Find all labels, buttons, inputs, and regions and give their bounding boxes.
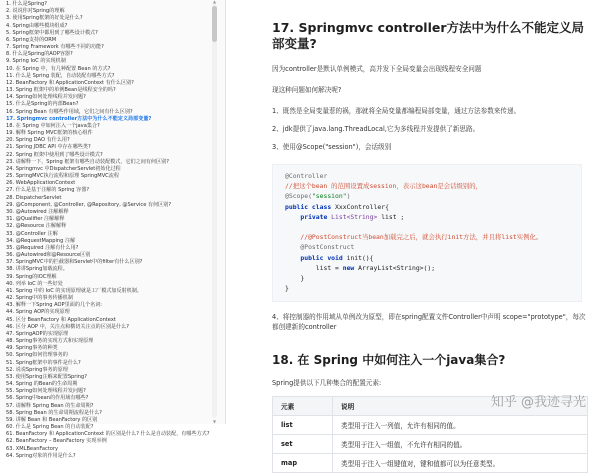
toc-item[interactable]: 27. 什么是基于注解的 Spring 容器?: [6, 187, 90, 194]
article-content: [226, 0, 600, 469]
toc-list: [0, 0, 225, 460]
toc-item[interactable]: 14. Spring如何处理线程并发问题?: [6, 94, 86, 101]
section-title-q17: 17. Springmvc controller方法中为什么不能定义局部变量?: [272, 20, 585, 51]
toc-item[interactable]: 31. @Qualifier 注解解释: [6, 216, 65, 223]
table-header-cell: 说明: [333, 397, 588, 416]
toc-item[interactable]: 35. @Required 注解有什么用?: [6, 244, 79, 251]
code-line: [285, 222, 571, 232]
toc-item[interactable]: 37. SpringMVC中的拦截器和Servlet中的filter有什么区别?: [6, 259, 143, 266]
toc-item[interactable]: 16. Spring Bean 有哪些作用域，它们之间有什么区别?: [6, 108, 133, 115]
toc-item[interactable]: 38. 讲讲Spring加载流程。: [6, 266, 68, 273]
toc-item[interactable]: 25. SpringMVC执行流程和原理 SpringMVC流程: [6, 173, 119, 180]
code-line: }: [300, 273, 305, 282]
toc-item[interactable]: 58. Spring Bean 的生命周期流程是什么?: [6, 409, 103, 416]
table-cell: 类型用于注入一组键值对，键和值都可以为任意类型。: [333, 454, 588, 473]
toc-item[interactable]: 44. Spring AOP的实现原理: [6, 309, 70, 316]
toc-item[interactable]: 17. Springmvc controller方法中为什么不能定义局部变量?: [6, 115, 152, 122]
toc-item[interactable]: 43. 解释一下Spring AOP里面的几个名词:: [6, 302, 103, 309]
toc-item[interactable]: 26. WebApplicationContext: [6, 180, 76, 187]
toc-item[interactable]: 22. Spring 框架中使用到了哪些设计模式?: [6, 151, 103, 158]
toc-item[interactable]: 52. 说说Spring事务的原理: [6, 366, 68, 373]
toc-item[interactable]: 3. 使用Spring框架的好处是什么?: [6, 15, 83, 22]
toc-item[interactable]: 12. BeanFactory 和 ApplicationContext 有什么区别?: [6, 79, 134, 86]
toc-item[interactable]: 21. Spring JDBC API 中存在哪些类?: [6, 144, 91, 151]
toc-item[interactable]: 45. 区分 BeanFactory 和 ApplicationContext: [6, 316, 116, 323]
toc-item[interactable]: 39. Spring的IOC理解: [6, 273, 57, 280]
paragraph-question: 现这种问题如何解决呢?: [272, 86, 342, 94]
toc-item[interactable]: 30. @Autowired 注解解释: [6, 208, 69, 215]
code-line: }: [285, 284, 289, 293]
toc-sidebar: [0, 0, 226, 459]
table-cell: list: [273, 416, 333, 435]
toc-item[interactable]: 53. 使用Spring注解来配置Spring?: [6, 373, 87, 380]
toc-item[interactable]: 6. Spring支持的ORM: [6, 36, 57, 43]
toc-item[interactable]: 51. Spring框架中的事件是什么?: [6, 359, 81, 366]
toc-item[interactable]: 64. Spring对象的作用是什么?: [6, 452, 76, 459]
code-line: @PostConstruct: [300, 243, 355, 252]
toc-item[interactable]: 4. Spring由哪些模块组成?: [6, 22, 68, 29]
code-block: [272, 164, 582, 302]
table-cell: 类型用于注入一列值，允许有相同的值。: [333, 416, 588, 435]
toc-item[interactable]: 50. Spring如何管理事务的: [6, 352, 68, 359]
table-row: [273, 435, 588, 454]
code-line: public void init(){: [300, 253, 374, 262]
table-cell: map: [273, 454, 333, 473]
toc-item[interactable]: 33. @Controller 注解: [6, 230, 58, 237]
toc-item[interactable]: 42. Spring中的事务传播机制: [6, 295, 73, 302]
paragraph-collection-intro: Spring提供以下几种集合的配置元素:: [272, 379, 382, 388]
toc-item[interactable]: 59. 讲解 Bean 和 BeanFactory 的区别: [6, 416, 98, 423]
table-header-cell: 元素: [273, 397, 333, 416]
toc-item[interactable]: 56. Spring中bean的作用域有哪些?: [6, 395, 89, 402]
sidebar-scrollbar-thumb[interactable]: [212, 6, 217, 42]
toc-item[interactable]: 47. SpringAOP的实现原理: [6, 330, 69, 337]
toc-item[interactable]: 11. 什么是 Spring 装配，自动装配有哪些方式?: [6, 72, 115, 79]
code-line: //把这个bean 的范围设置成session，表示这bean是会话级别的，: [285, 182, 483, 191]
toc-item[interactable]: 15. 什么是Spring的内部Bean?: [6, 101, 79, 108]
table-row: [273, 454, 588, 473]
toc-item[interactable]: 32. @Resource 注解解释: [6, 223, 67, 230]
toc-item[interactable]: 46. 区分 AOP 中，关注点和横切关注点的区别是什么?: [6, 323, 129, 330]
paragraph-solution-2: 2、jdk提供了java.lang.ThreadLocal,它为多线程并发提供了新思路。: [272, 125, 480, 133]
toc-item[interactable]: 19. 解释 Spring MVC框架的核心组件: [6, 130, 93, 137]
toc-item[interactable]: 34. @RequestMapping 注解: [6, 237, 76, 244]
toc-item[interactable]: 36. @Autowired和@Resource区别: [6, 252, 91, 259]
paragraph-solution-1: 1、既然是全局变量惹的祸，那就将全局变量都编程局部变量，通过方法参数来传递。: [272, 107, 521, 115]
code-line: public class XxxController{: [285, 202, 389, 211]
code-line: @Controller: [285, 172, 328, 180]
toc-item[interactable]: 13. Spring 框架中的单例Bean是线程安全的吗?: [6, 87, 116, 94]
toc-item[interactable]: 57. 请解释 Spring Bean 的生命周期?: [6, 402, 94, 409]
table-cell: set: [273, 435, 333, 454]
toc-item[interactable]: 62. BeanFactory – BeanFactory 实现举例: [6, 438, 107, 445]
paragraph-solution-3: 3、使用@Scope("session")，会话级别: [272, 143, 392, 151]
toc-item[interactable]: 49. Spring事务的种类: [6, 345, 58, 352]
toc-item[interactable]: 24. Springmvc 中DispatcherServlet初始化过程: [6, 165, 121, 172]
toc-item[interactable]: 7. Spring Framework 有哪些不同的功能?: [6, 44, 104, 51]
toc-item[interactable]: 8. 什么是Spring的AOP容器?: [6, 51, 73, 58]
toc-item[interactable]: 10. 在 Spring 中，有几种配置 Bean 的方式?: [6, 65, 111, 72]
toc-item[interactable]: 48. Spring事务的实现方式和实现原理: [6, 338, 94, 345]
toc-item[interactable]: 9. Spring IoC 的实现机制: [6, 58, 66, 65]
scroll-down-arrow-icon[interactable]: ▼: [212, 419, 217, 424]
toc-item[interactable]: 63. XMLBeanFactory: [6, 445, 59, 452]
toc-item[interactable]: 60. 什么是 Spring Bean 的自动装配?: [6, 424, 94, 431]
toc-item[interactable]: 55. Spring如何处理线程并发问题?: [6, 388, 86, 395]
table-row: [273, 416, 588, 435]
toc-item[interactable]: 5. Spring框架中都用到了哪些设计模式?: [6, 29, 98, 36]
toc-item[interactable]: 61. BeanFactory 和 ApplicationContext 的区别是什么? 什么是自动装配，有哪些方式?: [6, 431, 210, 438]
table-cell: 类型用于注入一组值，不允许有相同的值。: [333, 435, 588, 454]
scroll-up-arrow-icon[interactable]: ▲: [212, 0, 217, 4]
toc-item[interactable]: 29. @Component, @Controller, @Repository, @Service 有何区别?: [6, 201, 172, 208]
toc-item[interactable]: 20. Spring DAO 有什么用?: [6, 137, 70, 144]
section-title-q18: 18. 在 Spring 中如何注入一个java集合?: [272, 353, 506, 368]
toc-item[interactable]: 40. 列举 IoC 的一些好处: [6, 280, 63, 287]
paragraph-reason: 因为controller是默认单例模式，高并发下全局变量会出现线程安全问题: [272, 65, 482, 73]
toc-item[interactable]: 1. 什么是Spring?: [6, 1, 47, 7]
toc-item[interactable]: 54. Spring 的Bean的生命周期: [6, 381, 78, 388]
paragraph-solution-4: 4、将控制器的作用域从单例改为原型，即在spring配置文件Controller中声明 scope="prototype"，每次都创建新的controller: [272, 313, 586, 332]
watermark: 知乎 @我迹寻光: [490, 395, 586, 410]
toc-item[interactable]: 23. 请解释一下，Spring 框架有哪些自动装配模式，它们之间有何区别?: [6, 158, 169, 165]
sidebar-scrollbar[interactable]: [212, 4, 217, 418]
toc-item[interactable]: 18. 在 Spring 中如何注入一个java集合?: [6, 122, 100, 129]
toc-item[interactable]: 41. Spring 中的 IoC 的实现原理就是工厂模式加反射机制。: [6, 287, 142, 294]
code-line: @Scope("session"): [285, 192, 351, 201]
toc-item[interactable]: 2. 说说你对Spring的理解: [6, 8, 65, 15]
toc-item[interactable]: 28. DispatcherServlet: [6, 194, 62, 201]
code-line: private List<String> list ;: [300, 212, 405, 221]
code-line: list = new ArrayList<String>();: [315, 263, 436, 272]
code-line: //@PostConstruct当bean加载完之后，就会执行init方法，并且将list实例化。: [300, 233, 543, 242]
